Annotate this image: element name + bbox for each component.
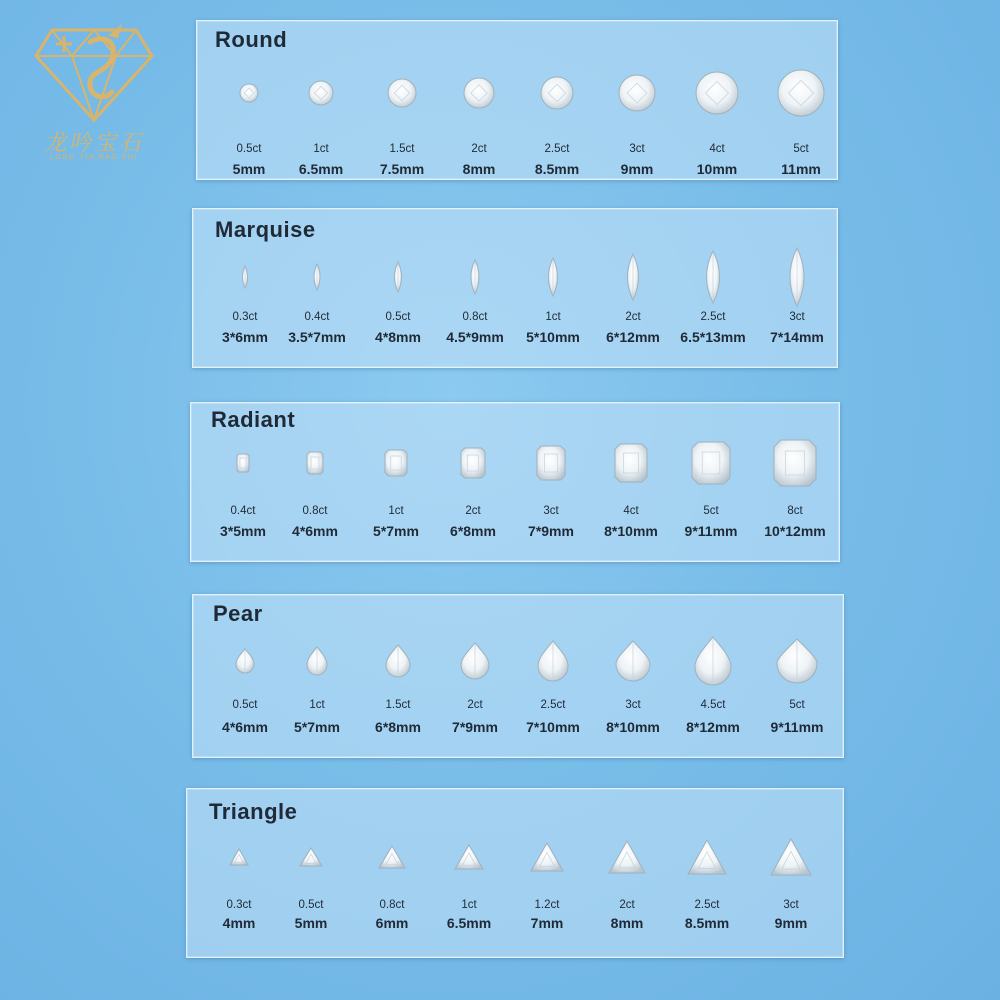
pear-diamond-icon [235,648,255,679]
carat-label: 0.8ct [379,899,405,911]
marquise-diamond-icon [543,257,563,302]
carat-label: 1.5ct [385,699,411,711]
size-mm-label: 7*9mm [528,523,574,539]
card-title: Radiant [211,407,296,432]
carat-label: 0.5ct [298,899,324,911]
marquise-diamond-icon [699,250,727,309]
carat-label: 1ct [313,143,329,155]
size-mm-label: 8*12mm [686,719,740,735]
round-diamond-icon [777,69,825,122]
size-mm-label: 7*9mm [452,719,498,735]
size-mm-label: 4.5*9mm [446,329,504,345]
triangle-diamond-icon [229,848,249,871]
card-title: Pear [213,601,263,626]
size-mm-label: 3.5*7mm [288,329,346,345]
carat-label: 3ct [783,899,799,911]
round-diamond-icon [463,77,495,114]
carat-label: 3ct [789,311,805,323]
carat-label: 0.3ct [232,311,258,323]
size-mm-label: 6*8mm [450,523,496,539]
size-mm-label: 6.5mm [298,161,344,177]
size-mm-label: 4mm [222,915,256,931]
size-mm-label: 7*10mm [526,719,580,735]
size-mm-label: 6.5mm [446,915,492,931]
carat-label: 5ct [793,143,809,155]
carat-label: 0.5ct [232,699,258,711]
logo-english-text: LONG YIN BAO SHI [50,154,138,161]
size-mm-label: 8mm [462,161,496,177]
carat-label: 0.3ct [226,899,252,911]
carat-label: 0.4ct [230,505,256,517]
triangle-diamond-icon [770,838,812,881]
carat-label: 2ct [467,699,483,711]
pear-diamond-icon [776,638,818,689]
radiant-diamond-icon [691,441,731,490]
carat-label: 2.5ct [544,143,570,155]
round-diamond-icon [695,71,739,120]
carat-label: 5ct [789,699,805,711]
size-mm-label: 9mm [774,915,808,931]
carat-label: 3ct [629,143,645,155]
carat-label: 1.5ct [389,143,415,155]
carat-label: 2ct [619,899,635,911]
carat-label: 0.4ct [304,311,330,323]
size-mm-label: 6.5*13mm [680,329,746,345]
carat-label: 1.2ct [534,899,560,911]
size-mm-label: 4*6mm [222,719,268,735]
size-mm-label: 5mm [294,915,328,931]
carat-label: 1ct [545,311,561,323]
triangle-diamond-icon [378,845,406,874]
logo-chinese-text: 龙吟宝石 [43,131,144,156]
pear-diamond-icon [385,644,411,683]
size-mm-label: 5*7mm [294,719,340,735]
carat-label: 0.5ct [385,311,411,323]
carat-label: 0.8ct [302,505,328,517]
size-mm-label: 9*11mm [684,523,738,539]
size-chart-card-marquise [192,208,838,368]
pear-diamond-icon [306,646,328,681]
carat-label: 5ct [703,505,719,517]
size-mm-label: 8*10mm [604,523,658,539]
size-mm-label: 9mm [620,161,654,177]
size-mm-label: 8*10mm [606,719,660,735]
size-mm-label: 5*10mm [526,329,580,345]
round-diamond-icon [387,78,417,113]
size-mm-label: 7.5mm [379,161,425,177]
marquise-diamond-icon [310,263,324,296]
round-diamond-icon [239,83,259,108]
triangle-diamond-icon [687,839,727,880]
marquise-diamond-icon [390,261,406,298]
carat-label: 4ct [709,143,725,155]
card-title: Marquise [215,217,316,242]
radiant-diamond-icon [384,449,408,482]
size-mm-label: 8.5mm [684,915,730,931]
carat-label: 3ct [543,505,559,517]
carat-label: 1ct [309,699,325,711]
diamond-dragon-logo-icon [32,12,156,124]
size-mm-label: 4*6mm [292,523,338,539]
size-mm-label: 10mm [696,161,738,177]
size-mm-label: 11mm [781,161,821,177]
size-chart-card-triangle [186,788,844,958]
size-mm-label: 6*8mm [375,719,421,735]
size-mm-label: 3*5mm [220,523,266,539]
size-chart-card-round [196,20,838,180]
marquise-diamond-icon [782,247,812,312]
carat-label: 4ct [623,505,639,517]
radiant-diamond-icon [773,439,817,492]
carat-label: 0.8ct [462,311,488,323]
carat-label: 2.5ct [540,699,566,711]
carat-label: 2.5ct [700,311,726,323]
triangle-diamond-icon [530,842,564,877]
carat-label: 2.5ct [694,899,720,911]
card-title: Triangle [209,799,298,824]
pear-diamond-icon [694,636,732,691]
marquise-diamond-icon [466,259,484,300]
triangle-diamond-icon [608,840,646,879]
radiant-diamond-icon [460,447,486,484]
carat-label: 3ct [625,699,641,711]
carat-label: 1ct [388,505,404,517]
round-diamond-icon [618,74,656,117]
size-chart-card-pear [192,594,844,758]
size-mm-label: 6mm [375,915,409,931]
size-mm-label: 7mm [530,915,564,931]
pear-diamond-icon [537,640,569,687]
size-mm-label: 5*7mm [373,523,419,539]
radiant-diamond-icon [536,445,566,486]
marquise-diamond-icon [239,265,251,294]
radiant-diamond-icon [236,453,250,478]
size-chart-card-radiant [190,402,840,562]
size-mm-label: 6*12mm [606,329,660,345]
size-mm-label: 4*8mm [375,329,421,345]
round-diamond-icon [308,80,334,111]
carat-label: 0.5ct [236,143,262,155]
carat-label: 8ct [787,505,803,517]
size-mm-label: 7*14mm [770,329,824,345]
size-mm-label: 3*6mm [222,329,268,345]
brand-logo [14,8,174,168]
card-title: Round [215,27,288,52]
marquise-diamond-icon [621,253,645,306]
radiant-diamond-icon [614,443,648,488]
pear-diamond-icon [460,642,490,685]
carat-label: 4.5ct [700,699,726,711]
pear-diamond-icon [615,640,651,687]
carat-label: 1ct [461,899,477,911]
size-mm-label: 9*11mm [770,719,824,735]
carat-label: 2ct [465,505,481,517]
size-mm-label: 5mm [232,161,266,177]
size-mm-label: 8.5mm [534,161,580,177]
triangle-diamond-icon [454,844,484,875]
triangle-diamond-icon [299,847,323,872]
round-diamond-icon [540,76,574,115]
size-mm-label: 10*12mm [764,523,826,539]
size-mm-label: 8mm [610,915,644,931]
carat-label: 2ct [625,311,641,323]
carat-label: 2ct [471,143,487,155]
radiant-diamond-icon [306,451,324,480]
